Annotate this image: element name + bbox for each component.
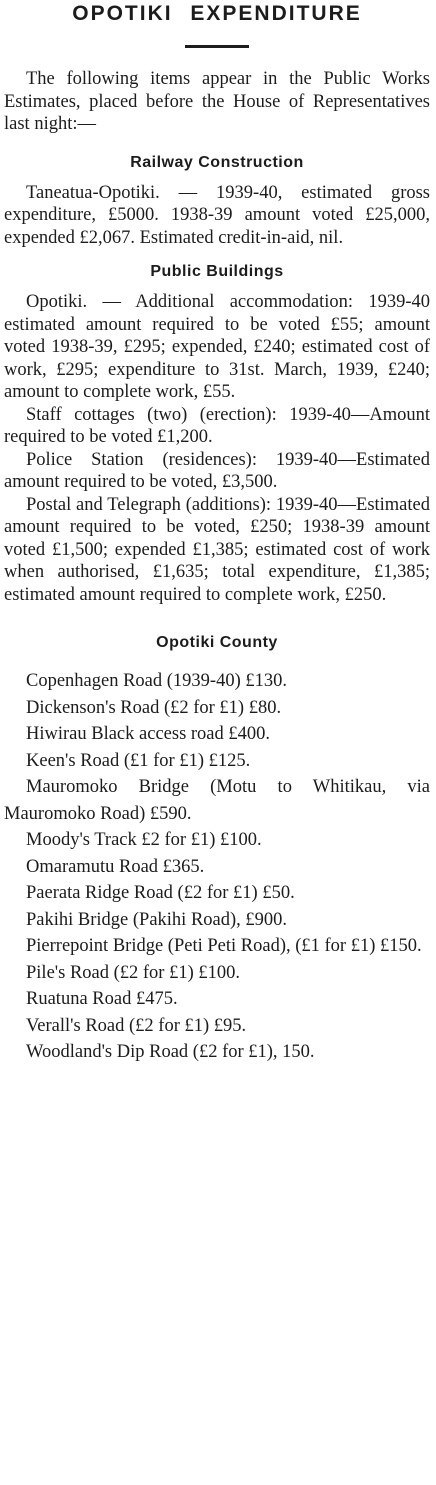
county-item: Paerata Ridge Road (£2 for £1) £50.	[26, 883, 295, 903]
county-item: Pile's Road (£2 for £1) £100.	[26, 962, 241, 983]
county-item: Dickenson's Road (£2 for £1) £80.	[26, 697, 282, 718]
county-item: Woodland's Dip Road (£2 for £1), 150.	[26, 1042, 315, 1062]
county-item: Omaramutu Road £365.	[26, 856, 205, 877]
county-item: Copenhagen Road (1939-40) £130.	[26, 671, 288, 691]
article-title: OPOTIKI EXPENDITURE	[72, 2, 362, 25]
county-heading: Opotiki County	[156, 634, 278, 651]
county-item: Mauromoko Bridge (Motu to Whitikau, via Mauromoko Road) £590.	[4, 777, 430, 824]
intro-paragraph: The following items appear in the Public Works Estimates, placed before the House of Representatives last night:—	[4, 69, 430, 134]
public-buildings-heading: Public Buildings	[150, 263, 284, 280]
railway-heading: Railway Construction	[130, 153, 304, 171]
public-buildings-item: Opotiki. — Additional accommodation: 1939-40 estimated amount required to be voted £55; amount voted 1938-39, £295; expended, £240; estimated cost of work, £295; expenditure to 31st. March, 1939, £240; amount to complete work, £55.	[4, 292, 430, 402]
county-item: Hiwirau Black access road £400.	[26, 724, 271, 744]
public-buildings-item: Postal and Telegraph (additions): 1939-40—Estimated amount required to be voted, £250; 1938-39 amount voted £1,500; expended £1,385; estimated cost of work when authorised, £1,635; total expenditure, £1,385; estimated amount required to complete work, £250.	[4, 494, 430, 605]
public-buildings-item: Staff cottages (two) (erection): 1939-40—Amount required to be voted £1,200.	[4, 404, 430, 447]
title-rule	[185, 45, 249, 48]
county-item: Keen's Road (£1 for £1) £125.	[26, 750, 251, 771]
county-item: Moody's Track £2 for £1) £100.	[26, 830, 262, 850]
county-item: Pakihi Bridge (Pakihi Road), £900.	[26, 909, 288, 930]
county-item: Ruatuna Road £475.	[26, 989, 178, 1009]
public-buildings-item: Police Station (residences): 1939-40—Estimated amount required to be voted, £3,500.	[4, 449, 430, 492]
railway-paragraph: Taneatua-Opotiki. — 1939-40, estimated gross expenditure, £5000. 1938-39 amount voted £25,000, expended £2,067. Estimated credit-in-aid, nil.	[4, 182, 430, 248]
county-item: Pierrepoint Bridge (Peti Peti Road), (£1 for £1) £150.	[26, 936, 422, 956]
county-item: Verall's Road (£2 for £1) £95.	[26, 1015, 247, 1036]
